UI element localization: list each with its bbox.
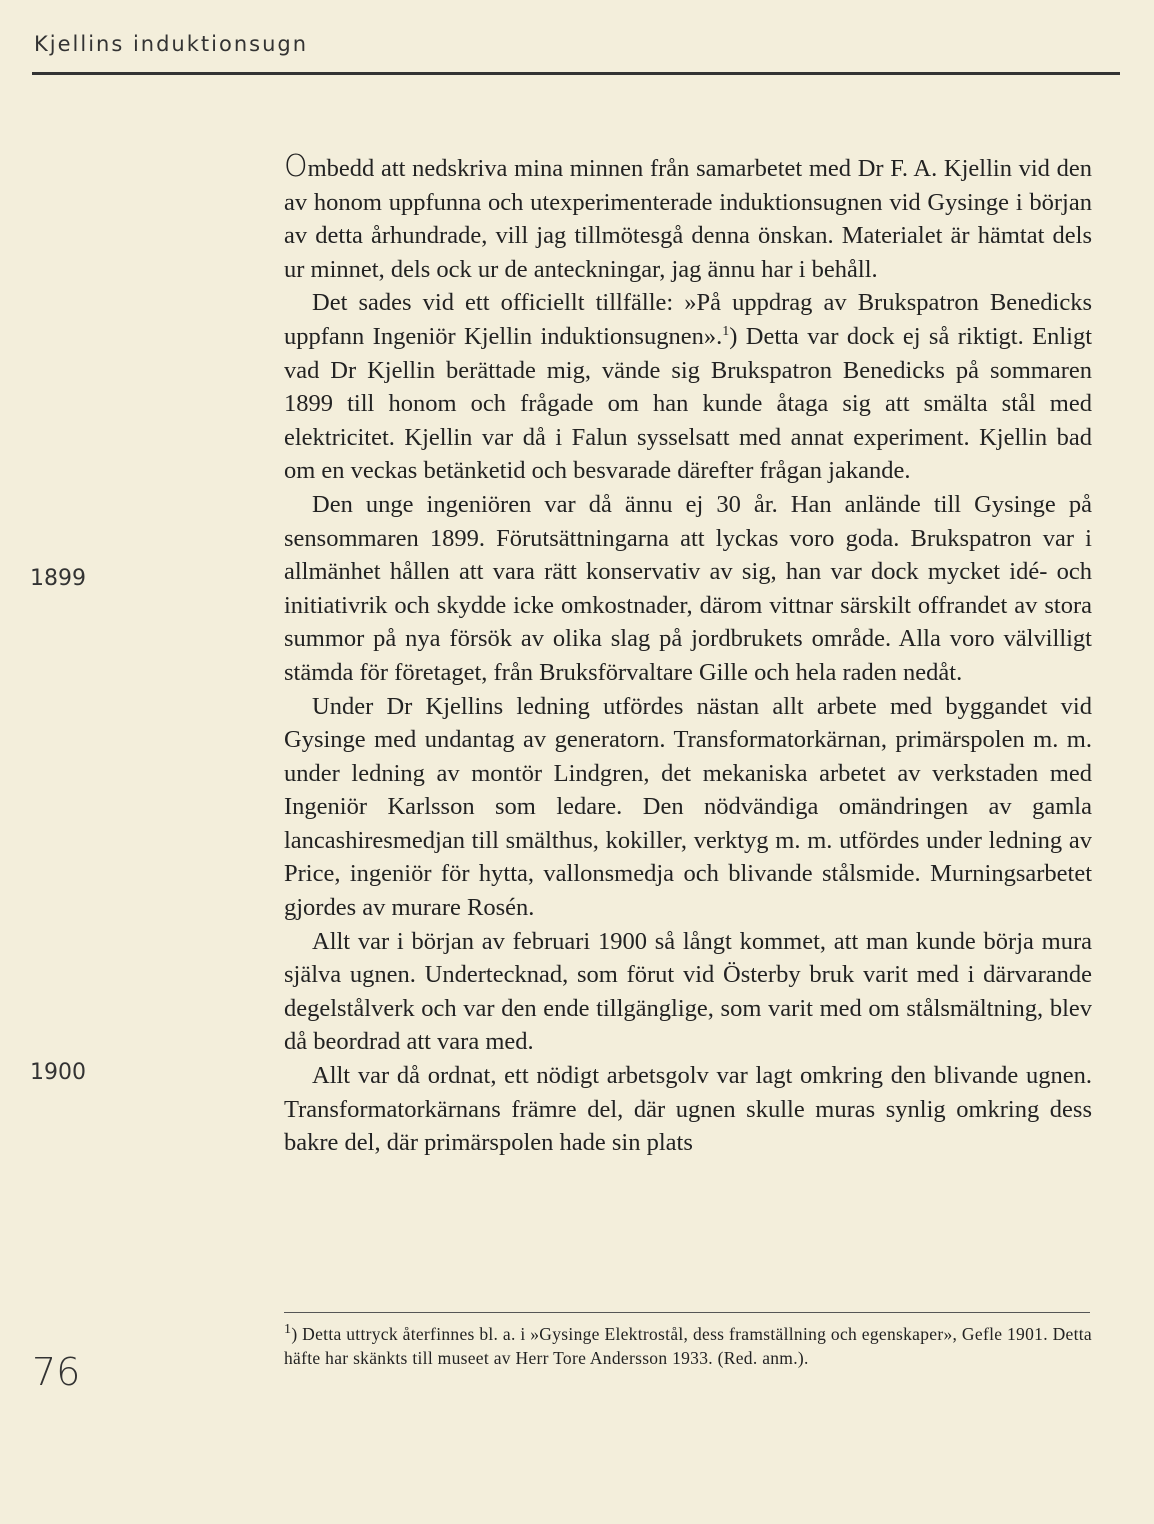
footnote-rule [284, 1312, 1090, 1313]
paragraph-1-text: mbedd att nedskriva mina minnen från samarbetet med Dr F. A. Kjellin vid den av honom uppfunna och utexperimenterade induktionsugnen vid Gysinge i början av detta århundrade, vill jag tillmötesgå denna önskan. Materialet är hämtat dels ur minnet, dels ock ur de anteckningar, jag ännu har i behåll. [284, 155, 1092, 283]
paragraph-4: Under Dr Kjellins ledning utfördes nästan allt arbete med byggandet vid Gysinge med undantag av generatorn. Transformatorkärnan, primärspolen m. m. under ledning av montör Lindgren, det mekaniska arbetet av verkstaden med Ingeniör Karlsson som ledare. Den nödvändiga omändringen av gamla lancashiresmedjan till smälthus, kokiller, verktyg m. m. utfördes under ledning av Price, ingeniör för hytta, vallonsmedja och blivande stålsmide. Murningsarbetet gjordes av murare Rosén. [284, 692, 1092, 922]
paragraph-3: Den unge ingeniören var då ännu ej 30 år. Han anlände till Gysinge på sensommaren 1899. Förutsättningarna att lyckas voro goda. Brukspatron var i allmänhet hållen att vara rätt konservativ av sig, han var dock mycket idé- och initiativrik och skydde icke omkostnader, därom vittnar särskilt offrandet av stora summor på nya försök av olika slag på jordbrukets område. Alla voro välvilligt stämda för företaget, från Bruksförvaltare Gille och hela raden nedåt. [284, 490, 1092, 686]
paragraph-1 [284, 149, 1092, 286]
footnote-marker: 1 [284, 1322, 292, 1338]
margin-year-1900: 1900 [30, 1060, 86, 1085]
paragraph-2 [284, 286, 1092, 488]
margin-year-1899: 1899 [30, 566, 86, 591]
paragraph-2-text-a: Det sades vid ett officiellt tillfälle: »På uppdrag av Brukspatron Benedicks uppfann Ingeniör Kjellin induktionsugnen». [284, 289, 1092, 350]
paragraph-6: Allt var då ordnat, ett nödigt arbetsgolv var lagt omkring den blivande ugnen. Transformatorkärnans främre del, där ugnen skulle muras synlig omkring dess bakre del, där primärspolen hade sin plats [284, 1062, 1092, 1157]
running-title: Kjellins induktionsugn [34, 32, 309, 56]
paragraph-5: Allt var i början av februari 1900 så långt kommet, att man kunde börja mura själva ugnen. Undertecknad, som förut vid Österby bruk varit med i därvarande degelstålverk och var den ende tillgänglige, som varit med om stålsmältning, blev då beordrad att vara med. [284, 927, 1092, 1056]
page-number: 76 [32, 1350, 81, 1394]
footnote-text: ) Detta uttryck återfinnes bl. a. i »Gysinge Elektrostål, dess framställning och egenskaper», Gefle 1901. Detta häfte har skänkts till museet av Herr Tore Andersson 1933. (Red. anm.). [284, 1324, 1092, 1368]
footnote-reference: 1 [722, 323, 730, 339]
initial-letter: O [284, 149, 308, 184]
body-text [284, 149, 1093, 1160]
header-rule [32, 72, 1120, 75]
footnote [284, 1322, 1092, 1370]
paragraph-2-text-b: ) Detta var dock ej så riktigt. Enligt vad Dr Kjellin berättade mig, vände sig Brukspatron Benedicks på sommaren 1899 till honom och frågade om han kunde åtaga sig att smälta stål med elektricitet. Kjellin var då i Falun sysselsatt med annat experiment. Kjellin bad om en veckas betänketid och besvarade därefter frågan jakande. [284, 322, 1093, 485]
